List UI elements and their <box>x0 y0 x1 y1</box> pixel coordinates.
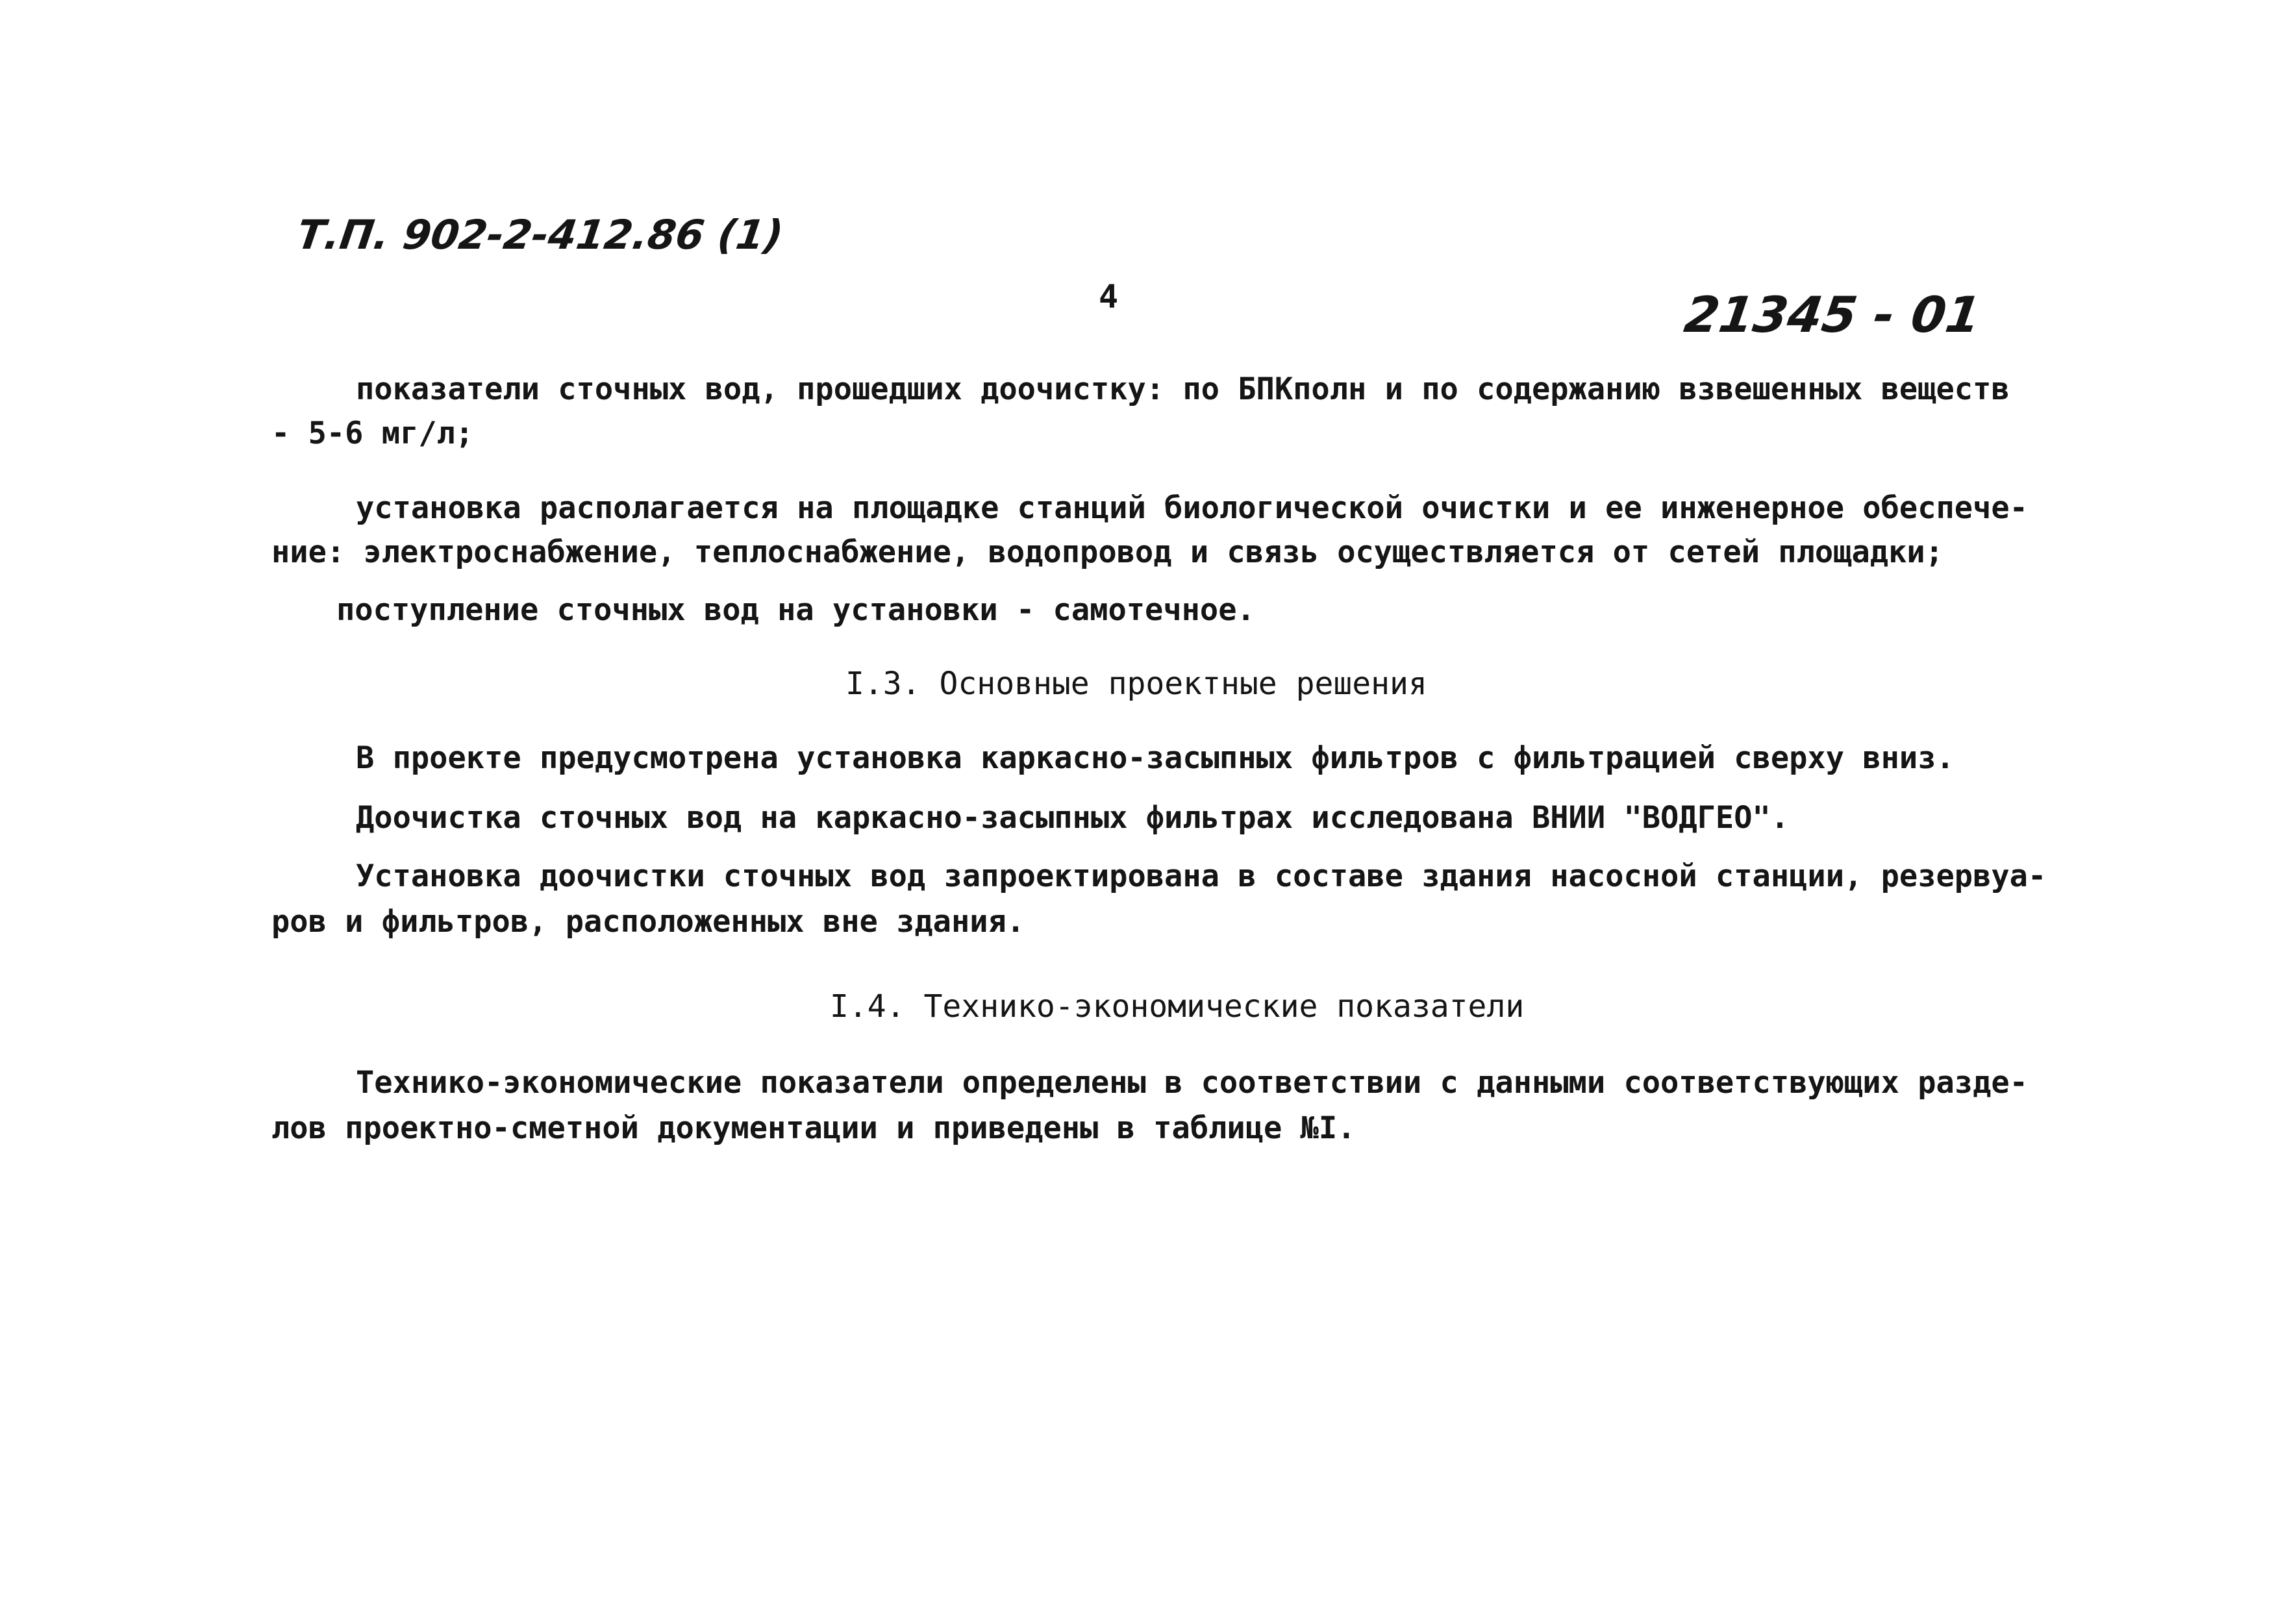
paragraph-line: показатели сточных вод, прошедших доочистку: по БПКполн и по содержанию взвешенных веществ <box>356 371 2010 407</box>
section-heading: I.3. Основные проектные решения <box>845 666 1427 702</box>
page-number: 4 <box>1099 278 1119 316</box>
paragraph-line: Доочистка сточных вод на каркасно-засыпных фильтрах исследована ВНИИ "ВОДГЕО". <box>356 800 1790 836</box>
paragraph-line: ров и фильтров, расположенных вне здания. <box>271 904 1025 940</box>
paragraph-line: В проекте предусмотрена установка каркасно-засыпных фильтров с фильтрацией сверху вниз. <box>356 740 1955 776</box>
paragraph-line: установка располагается на площадке станций биологической очистки и ее инженерное обеспече- <box>356 490 2028 526</box>
paragraph-line: ние: электроснабжение, теплоснабжение, водопровод и связь осуществляется от сетей площадки; <box>271 534 1943 570</box>
paragraph-line: - 5-6 мг/л; <box>271 416 474 451</box>
handwritten-archive-number: 21345 - 01 <box>1681 286 1984 344</box>
paragraph-line: лов проектно-сметной документации и приведены в таблице №I. <box>271 1110 1356 1146</box>
paragraph-line: поступление сточных вод на установки - самотечное. <box>336 592 1255 628</box>
paragraph-line: Технико-экономические показатели определены в соответствии с данными соответствующих разде- <box>356 1065 2028 1101</box>
section-heading: I.4. Технико-экономические показатели <box>830 988 1525 1025</box>
handwritten-doc-code: Т.П. 902-2-412.86 (1) <box>294 211 786 258</box>
paragraph-line: Установка доочистки сточных вод запроектирована в составе здания насосной станции, резервуа- <box>356 858 2047 894</box>
